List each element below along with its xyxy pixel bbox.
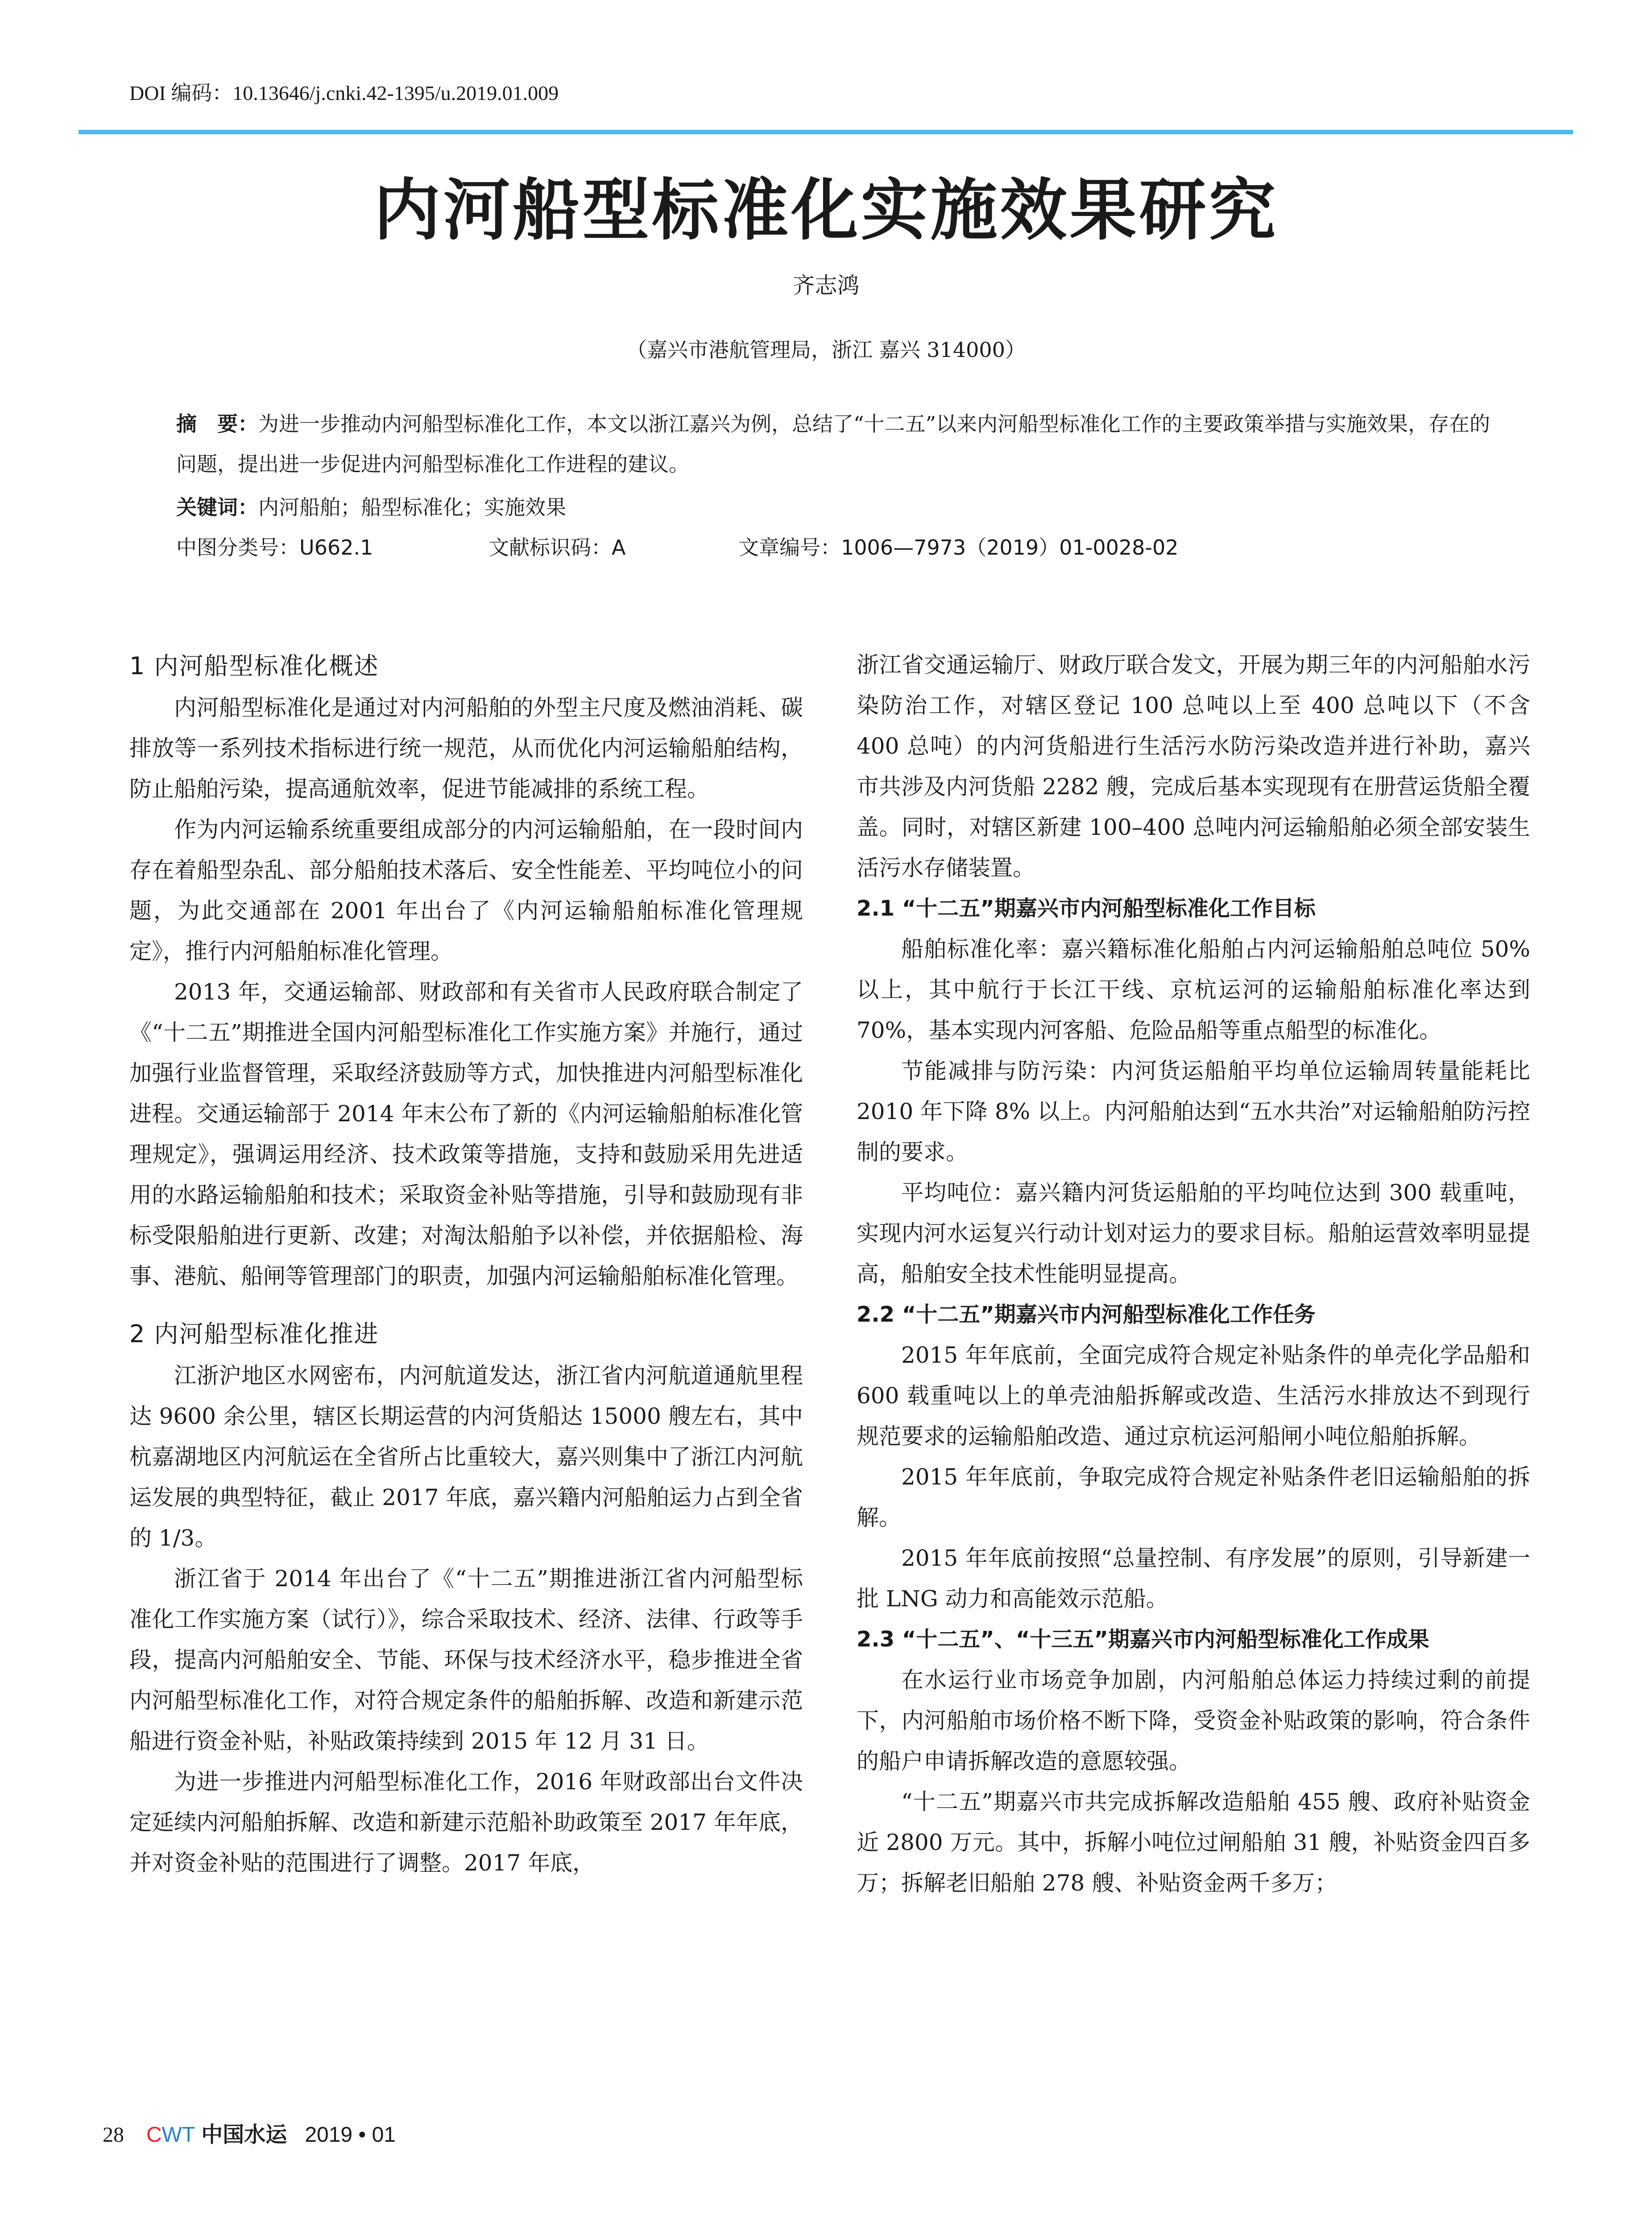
header-rule: [79, 130, 1573, 134]
paragraph: 作为内河运输系统重要组成部分的内河运输船舶，在一段时间内存在着船型杂乱、部分船舶技术落后、安全性能差、平均吨位小的问题，为此交通部在 2001 年出台了《内河运输船舶标准化管理规定》，推行内河船舶标准化管理。: [129, 817, 803, 964]
page-footer: [103, 2117, 396, 2148]
paragraph: 为进一步推进内河船型标准化工作，2016 年财政部出台文件决定延续内河船舶拆解、改造和新建示范船补助政策至 2017 年年底，并对资金补贴的范围进行了调整。2017 年底，: [129, 1769, 803, 1876]
section-2-heading: 2 内河船型标准化推进: [129, 1320, 379, 1348]
keywords-block: [176, 487, 1497, 527]
paragraph: 2013 年，交通运输部、财政部和有关省市人民政府联合制定了《“十二五”期推进全国内河船型标准化工作实施方案》并施行，通过加强行业监督管理，采取经济鼓励等方式，加快推进内河船型标准化进程。交通运输部于 2014 年末公布了新的《内河运输船舶标准化管理规定》，强调运用经济、技术政策等措施，支持和鼓励采用先进适用的水路运输船舶和技术；采取资金补贴等措施，引导和鼓励现有非标受限船舶进行更新、改建；对淘汰船舶予以补偿，并依据船检、海事、港航、船闸等管理部门的职责，加强内河运输船舶标准化管理。: [129, 979, 803, 1289]
paragraph: 江浙沪地区水网密布，内河航道发达，浙江省内河航道通航里程达 9600 余公里，辖区长期运营的内河货船达 15000 艘左右，其中杭嘉湖地区内河航运在全省所占比重较大，嘉兴则集中了浙江内河航运发展的典型特征，截止 2017 年底，嘉兴籍内河船舶运力占到全省的 1/3。: [129, 1363, 803, 1551]
paragraph: 2015 年年底前，争取完成符合规定补贴条件老旧运输船舶的拆解。: [857, 1464, 1530, 1530]
page-number: 28: [103, 2123, 124, 2147]
section-2-3-heading: 2.3 “十二五”、“十三五”期嘉兴市内河船型标准化工作成果: [857, 1627, 1429, 1652]
page-title: 内河船型标准化实施效果研究: [373, 171, 1279, 249]
journal-name: 中国水运: [201, 2122, 287, 2147]
abstract-block: [176, 404, 1497, 484]
journal-logo: [146, 2123, 195, 2147]
paragraph: 内河船型标准化是通过对内河船舶的外型主尺度及燃油消耗、碳排放等一系列技术指标进行统一规范，从而优化内河运输船舶结构，防止船舶污染，提高通航效率，促进节能减排的系统工程。: [129, 695, 803, 802]
clc-number: 中图分类号：U662.1: [176, 535, 373, 560]
logo-letters-wt: WT: [161, 2123, 195, 2147]
keywords-label: 关键词：: [176, 495, 258, 519]
paragraph: 平均吨位：嘉兴籍内河货运船舶的平均吨位达到 300 载重吨，实现内河水运复兴行动计划对运力的要求目标。船舶运营效率明显提高，船舶安全技术性能明显提高。: [857, 1180, 1530, 1287]
paragraph: 船舶标准化率：嘉兴籍标准化船舶占内河运输船舶总吨位 50% 以上，其中航行于长江干线、京杭运河的运输船舶标准化率达到 70%，基本实现内河客船、危险品船等重点船型的标准化。: [857, 936, 1530, 1043]
document-code: 文献标识码：A: [489, 535, 626, 560]
paragraph: “十二五”期嘉兴市共完成拆解改造船舶 455 艘、政府补贴资金近 2800 万元。其中，拆解小吨位过闸船舶 31 艘，补贴资金四百多万；拆解老旧船舶 278 艘、补贴资金两千多万；: [857, 1789, 1530, 1896]
paragraph: 浙江省于 2014 年出台了《“十二五”期推进浙江省内河船型标准化工作实施方案（试行）》，综合采取技术、经济、法律、行政等手段，提高内河船舶安全、节能、环保与技术经济水平，稳步推进全省内河船型标准化工作，对符合规定条件的船舶拆解、改造和新建示范船进行资金补贴，补贴政策持续到 2015 年 12 月 31 日。: [129, 1566, 803, 1754]
logo-letter-c: C: [146, 2123, 162, 2147]
left-column: [129, 645, 803, 1883]
section-2-2-heading: 2.2 “十二五”期嘉兴市内河船型标准化工作任务: [857, 1302, 1316, 1327]
paragraph: 2015 年年底前按照“总量控制、有序发展”的原则，引导新建一批 LNG 动力和高能效示范船。: [857, 1545, 1530, 1612]
paragraph: 在水运行业市场竞争加剧，内河船舶总体运力持续过剩的前提下，内河船舶市场价格不断下降，受资金补贴政策的影响，符合条件的船户申请拆解改造的意愿较强。: [857, 1667, 1530, 1774]
author-name: 齐志鸿: [792, 273, 860, 299]
author-affiliation: （嘉兴市港航管理局，浙江 嘉兴 314000）: [626, 338, 1026, 362]
paragraph: 2015 年年底前，全面完成符合规定补贴条件的单壳化学品船和 600 载重吨以上的单壳油船拆解或改造、生活污水排放达不到现行规范要求的运输船舶改造、通过京杭运河船闸小吨位船舶拆解。: [857, 1342, 1530, 1449]
paragraph: 节能减排与防污染：内河货运船舶平均单位运输周转量能耗比 2010 年下降 8% 以上。内河船舶达到“五水共治”对运输船舶防污控制的要求。: [857, 1058, 1530, 1165]
classification-line: [176, 527, 1497, 568]
abstract-text: 为进一步推动内河船型标准化工作，本文以浙江嘉兴为例，总结了“十二五”以来内河船型标准化工作的主要政策举措与实施效果，存在的问题，提出进一步促进内河船型标准化工作进程的建议。: [176, 412, 1491, 476]
keywords-text: 内河船舶；船型标准化；实施效果: [258, 495, 566, 519]
section-1-heading: 1 内河船型标准化概述: [129, 652, 379, 680]
doi-line: DOI 编码：10.13646/j.cnki.42-1395/u.2019.01.009: [129, 82, 559, 104]
article-number: 文章编号：1006—7973（2019）01-0028-02: [738, 535, 1179, 560]
issue-number: 2019 • 01: [305, 2123, 396, 2147]
right-column: [857, 645, 1530, 1903]
abstract-label: 摘 要：: [176, 412, 258, 436]
section-2-1-heading: 2.1 “十二五”期嘉兴市内河船型标准化工作目标: [857, 896, 1316, 921]
paragraph-continued: 浙江省交通运输厅、财政厅联合发文，开展为期三年的内河船舶水污染防治工作，对辖区登记 100 总吨以上至 400 总吨以下（不含 400 总吨）的内河货船进行生活污水防污染改造并进行补助，嘉兴市共涉及内河货船 2282 艘，完成后基本实现现有在册营运货船全覆盖。同时，对辖区新建 100–400 总吨内河运输船舶必须全部安装生活污水存储装置。: [857, 652, 1530, 881]
